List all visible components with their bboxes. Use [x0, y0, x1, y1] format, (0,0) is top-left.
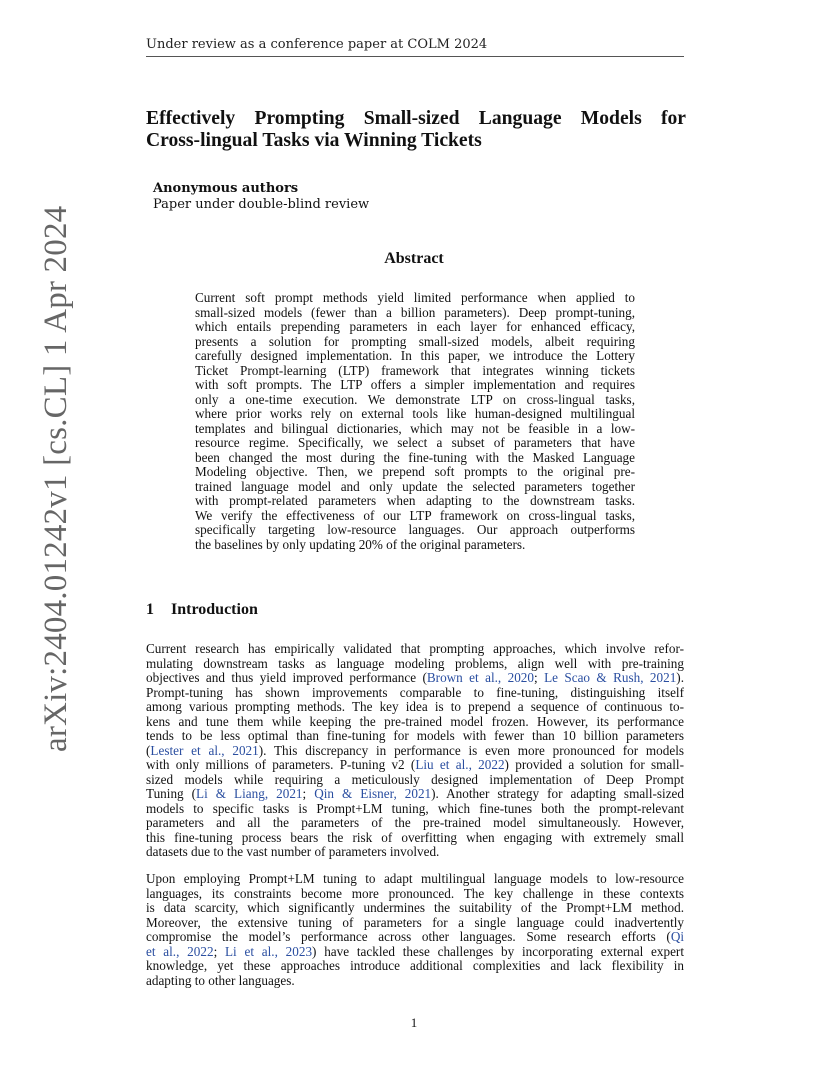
abstract-line: the baselines by only updating 20% of the original parameters. [195, 536, 526, 552]
abstract-line: carefully designed implementation. In this paper, we introduce the Lottery [195, 348, 635, 363]
citation-link[interactable]: Li et al., 2023 [225, 943, 313, 959]
abstract-line: Ticket Prompt-learning (LTP) framework that integrates winning tickets [195, 362, 635, 378]
text-span: ; [213, 943, 225, 959]
title-line: Effectively Prompting Small-sized Language Models for [146, 108, 686, 129]
text-line: parameters and all the parameters of the pre-trained model simultaneously. However, [146, 815, 684, 830]
abstract-line: Current soft prompt methods yield limited performance when applied to [195, 290, 635, 305]
text-line [146, 930, 684, 945]
text-line [146, 787, 684, 802]
citation-link[interactable]: Li & Liang, 2021 [196, 786, 303, 801]
text-span: ) provided a solution for small- [504, 757, 684, 772]
abstract-line: with prompt-related parameters when adapting to the downstream tasks. [195, 493, 635, 508]
citation-link[interactable]: Liu et al., 2022 [415, 757, 505, 772]
arxiv-side-stamp: arXiv:2404.01242v1 [cs.CL] 1 Apr 2024 [38, 205, 74, 752]
text-line: Current research has empirically validated that prompting approaches, which involve refor- [146, 641, 684, 656]
header-rule [146, 56, 684, 57]
abstract-line: only a one-time execution. We demonstrate LTP on cross-lingual tasks, [195, 391, 635, 407]
abstract-body [195, 291, 635, 552]
text-line: Moreover, the extensive tuning of parameters for a single language could inadvertently [146, 914, 684, 930]
text-span: ). [676, 670, 684, 685]
text-line [146, 744, 684, 759]
abstract-line: resource regime. Specifically, we select a subset of parameters that have [195, 435, 635, 450]
abstract-line: presents a solution for prompting small-sized models, albeit requiring [195, 333, 635, 349]
section-title: Introduction [171, 601, 258, 618]
text-span: ) have tackled these challenges by incorporating external expert [312, 943, 684, 959]
abstract-line: which entails prepending parameters in each layer for enhanced efficacy, [195, 319, 635, 334]
author-block [153, 181, 369, 213]
author-name: Anonymous authors [153, 181, 299, 196]
section-heading [146, 601, 258, 619]
text-line: languages, its constraints become more pronounced. The key challenge in these contexts [146, 885, 684, 901]
citation-link[interactable]: Qi [670, 929, 684, 944]
abstract-line: specifically targeting low-resource languages. Our approach outperforms [195, 522, 635, 537]
text-line: among various prompting methods. The key idea is to prepend a sequence of continuous to- [146, 699, 684, 714]
text-line [146, 945, 684, 960]
text-line [146, 758, 684, 773]
abstract-line: trained language model and only update the selected parameters together [195, 478, 635, 494]
text-span: ). Another strategy for adapting small-sized [431, 786, 684, 801]
title-line: Cross-lingual Tasks via Winning Tickets [146, 130, 482, 151]
citation-link[interactable]: Qin & Eisner, 2021 [314, 786, 432, 801]
text-line: knowledge, yet these approaches introduce additional complexities and lack flexibility in [146, 958, 684, 973]
citation-link[interactable]: Brown et al., 2020 [426, 670, 534, 685]
text-span: ). This discrepancy in performance is even more pronounced for models [258, 742, 684, 758]
citation-link[interactable]: Lester et al., 2021 [150, 742, 259, 758]
intro-paragraph-1 [146, 642, 684, 860]
author-note: Paper under double-blind review [153, 197, 370, 212]
text-line: is data scarcity, which significantly undermines the suitability of the Prompt+LM method. [146, 900, 684, 915]
paper-title [146, 108, 686, 152]
abstract-line: where prior works rely on external tools like human-designed multilingual [195, 406, 635, 421]
text-line: kens and tune them while keeping the pre-trained model frozen. However, its performance [146, 713, 684, 729]
citation-link[interactable]: et al., 2022 [146, 943, 214, 959]
intro-paragraph-2 [146, 872, 684, 988]
abstract-line: been changed the most during the fine-tuning with the Masked Language [195, 449, 635, 465]
abstract-line: We verify the effectiveness of our LTP framework on cross-lingual tasks, [195, 507, 635, 523]
text-line: datasets due to the vast number of parameters involved. [146, 844, 440, 859]
text-span: with only millions of parameters. P-tuning v2 ( [146, 757, 416, 772]
text-span: compromise the model’s performance across other languages. Some research efforts ( [146, 929, 671, 944]
citation-link[interactable]: Le Scao & Rush, 2021 [544, 670, 677, 685]
abstract-line: small-sized models (fewer than a billion parameters). Deep prompt-tuning, [195, 304, 635, 320]
text-line: tends to be less optimal than fine-tuning for models with fewer than 10 billion parameters [146, 728, 684, 743]
text-span: ( [146, 742, 151, 758]
section-number: 1 [146, 601, 154, 618]
text-line: Prompt-tuning has shown improvements comparable to fine-tuning, distinguishing itself [146, 684, 684, 700]
text-line: adapting to other languages. [146, 972, 295, 988]
abstract-heading: Abstract [384, 250, 444, 267]
text-line: this fine-tuning process bears the risk of overfitting when engaging with extremely small [146, 829, 684, 845]
text-line: mulating downstream tasks as language modeling problems, align well with pre-training [146, 655, 684, 671]
text-span: ; [302, 786, 315, 801]
text-line [146, 671, 684, 686]
page-number: 1 [410, 1015, 418, 1030]
text-span: Tuning ( [146, 786, 197, 801]
abstract-line: templates and bilingual dictionaries, which may not be feasible in a low- [195, 420, 635, 436]
text-line: models to specific tasks is Prompt+LM tuning, which fine-tunes both the prompt-relevant [146, 800, 684, 816]
abstract-line: with soft prompts. The LTP offers a simpler implementation and requires [195, 377, 635, 392]
abstract-line: Modeling objective. Then, we prepend soft prompts to the original pre- [195, 464, 635, 479]
text-span: objectives and thus yield improved performance ( [146, 670, 427, 685]
text-line: Upon employing Prompt+LM tuning to adapt multilingual language models to low-resource [146, 871, 684, 886]
text-span: ; [534, 670, 545, 685]
text-line: sized models while requiring a meticulously designed implementation of Deep Prompt [146, 771, 684, 787]
running-header: Under review as a conference paper at COLM 2024 [146, 37, 488, 52]
